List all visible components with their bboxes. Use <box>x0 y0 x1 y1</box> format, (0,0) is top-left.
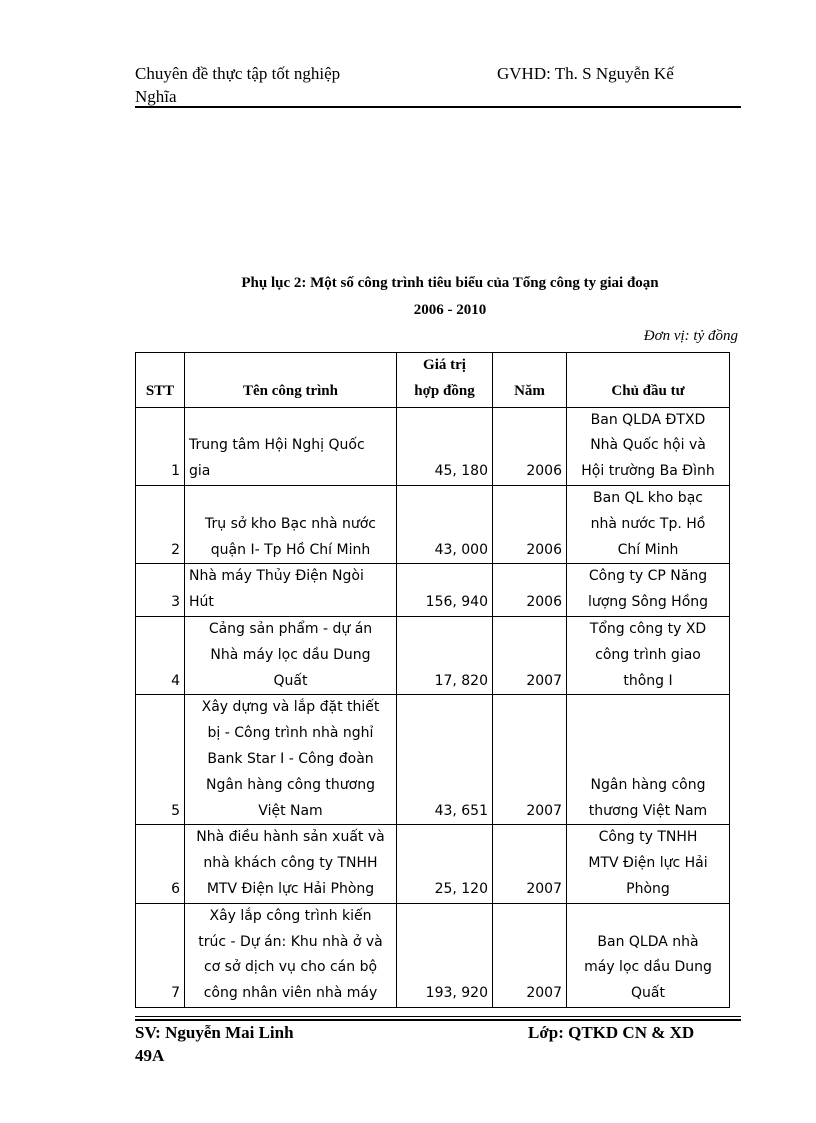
cell-year: 2007 <box>493 825 567 903</box>
cell-name-line: Trụ sở kho Bạc nhà nước <box>205 515 376 532</box>
cell-owner <box>567 564 730 617</box>
cell-stt: 6 <box>136 825 185 903</box>
header-value-line1: Giá trị <box>423 357 466 373</box>
cell-value: 156, 940 <box>397 564 493 617</box>
cell-owner <box>567 407 730 485</box>
cell-value: 43, 651 <box>397 695 493 825</box>
footer-student: SV: Nguyễn Mai Linh <box>135 1023 294 1042</box>
cell-owner-line: Công ty TNHH <box>598 829 698 846</box>
cell-name <box>185 903 397 1007</box>
header-owner: Chủ đầu tư <box>567 353 730 408</box>
cell-value: 193, 920 <box>397 903 493 1007</box>
cell-year: 2006 <box>493 485 567 563</box>
header-left <box>135 62 435 108</box>
cell-owner <box>567 485 730 563</box>
cell-owner-line: Ban QL kho bạc <box>593 489 703 506</box>
table-row <box>136 564 730 617</box>
cell-name-line: Nhà điều hành sản xuất và <box>196 829 385 846</box>
cell-name-line: Nhà máy lọc dầu Dung <box>210 646 371 663</box>
cell-year: 2007 <box>493 616 567 694</box>
table-row <box>136 407 730 485</box>
cell-name-line: Bank Star I - Công đoàn <box>207 750 374 767</box>
projects-table <box>135 352 730 1008</box>
cell-name-line: cơ sở dịch vụ cho cán bộ <box>203 959 378 976</box>
cell-owner-line: thông I <box>623 672 673 689</box>
cell-owner-line: Công ty CP Năng <box>588 568 708 585</box>
cell-year: 2007 <box>493 695 567 825</box>
cell-name <box>185 616 397 694</box>
cell-year: 2006 <box>493 564 567 617</box>
header-name: Tên công trình <box>185 353 397 408</box>
cell-owner-line: máy lọc dầu Dung <box>584 959 712 976</box>
cell-name-line: Cảng sản phẩm - dự án <box>208 620 373 637</box>
footer-left <box>135 1021 335 1067</box>
unit-note: Đơn vị: tỷ đồng <box>643 328 738 344</box>
cell-name-line: nhà khách công ty TNHH <box>203 855 378 872</box>
cell-owner-line: công trình giao <box>595 646 701 663</box>
cell-stt: 1 <box>136 407 185 485</box>
cell-name-line: Quất <box>273 672 308 689</box>
cell-name-line: Trung tâm Hội Nghị Quốc <box>189 437 365 454</box>
cell-name-line: Việt Nam <box>258 802 323 819</box>
cell-stt: 3 <box>136 564 185 617</box>
cell-owner <box>567 695 730 825</box>
footer-class: Lớp: QTKD CN & XD <box>528 1023 695 1042</box>
appendix-period: 2006 - 2010 <box>413 302 487 318</box>
cell-name <box>185 485 397 563</box>
cell-year: 2006 <box>493 407 567 485</box>
page-header <box>135 58 741 108</box>
cell-name <box>185 564 397 617</box>
cell-name <box>185 695 397 825</box>
cell-name-line: Xây lắp công trình kiến <box>209 907 372 924</box>
cell-owner-line: Tổng công ty XD <box>589 620 707 637</box>
table-row <box>136 695 730 825</box>
cell-name-line: MTV Điện lực Hải Phòng <box>206 880 375 897</box>
cell-stt: 5 <box>136 695 185 825</box>
cell-owner-line: lượng Sông Hồng <box>587 594 709 611</box>
header-value-line2: hợp đồng <box>414 382 475 399</box>
cell-stt: 4 <box>136 616 185 694</box>
cell-name-line: quận I- Tp Hồ Chí Minh <box>210 541 371 558</box>
cell-owner-line: Ngân hàng công <box>590 776 706 793</box>
cell-value: 25, 120 <box>397 825 493 903</box>
cell-year: 2007 <box>493 903 567 1007</box>
cell-name-line: bị - Công trình nhà nghỉ <box>207 725 374 742</box>
cell-name-line: công nhân viên nhà máy <box>203 985 378 1002</box>
cell-name <box>185 825 397 903</box>
header-stt: STT <box>136 353 185 408</box>
header-value <box>397 353 493 408</box>
table-row <box>136 485 730 563</box>
cell-name-line: Nhà máy Thủy Điện Ngòi <box>189 568 364 585</box>
cell-name-line: gia <box>189 463 211 480</box>
footer-class-code: 49A <box>135 1046 165 1065</box>
cell-owner-line: nhà nước Tp. Hồ <box>590 515 706 532</box>
cell-owner-line: Ban QLDA ĐTXD <box>590 411 706 428</box>
cell-name-line: Xây dựng và lắp đặt thiết <box>201 699 380 716</box>
cell-owner <box>567 903 730 1007</box>
cell-name-line: Hút <box>189 594 214 611</box>
cell-owner-line: thương Việt Nam <box>588 802 708 819</box>
cell-name <box>185 407 397 485</box>
appendix-title: Phụ lục 2: Một số công trình tiêu biểu của Tổng công ty giai đoạn <box>241 275 659 291</box>
cell-owner-line: Chí Minh <box>617 541 679 558</box>
cell-name-line: trúc - Dự án: Khu nhà ở và <box>198 933 383 950</box>
cell-owner <box>567 616 730 694</box>
header-supervisor-continued: Nghĩa <box>135 87 177 106</box>
cell-owner <box>567 825 730 903</box>
cell-owner-line: Quất <box>631 985 665 1002</box>
table-header-row <box>136 353 730 408</box>
cell-owner-line: Nhà Quốc hội và <box>590 437 706 454</box>
cell-value: 45, 180 <box>397 407 493 485</box>
cell-name-line: Ngân hàng công thương <box>206 776 375 793</box>
footer-rule-thin <box>135 1016 741 1017</box>
table-row <box>136 903 730 1007</box>
header-supervisor: GVHD: Th. S Nguyễn Kế <box>497 64 674 83</box>
cell-value: 43, 000 <box>397 485 493 563</box>
cell-owner-line: Phòng <box>626 880 670 897</box>
header-year: Năm <box>493 353 567 408</box>
table-row <box>136 825 730 903</box>
table-row <box>136 616 730 694</box>
cell-stt: 2 <box>136 485 185 563</box>
cell-stt: 7 <box>136 903 185 1007</box>
cell-owner-line: MTV Điện lực Hải <box>588 855 708 872</box>
cell-value: 17, 820 <box>397 616 493 694</box>
cell-owner-line: Hội trường Ba Đình <box>581 463 715 480</box>
cell-owner-line: Ban QLDA nhà <box>597 933 699 950</box>
header-course-title: Chuyên đề thực tập tốt nghiệp <box>135 64 341 83</box>
